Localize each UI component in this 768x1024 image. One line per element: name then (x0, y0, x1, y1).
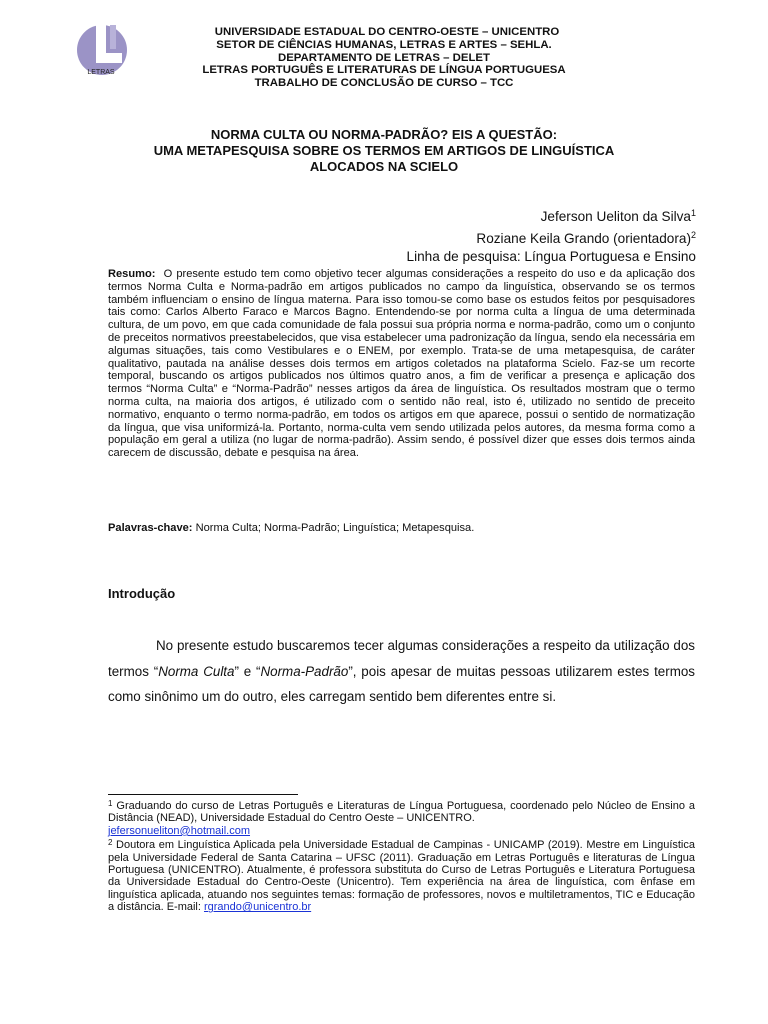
email-link[interactable]: rgrando@unicentro.br (203, 901, 312, 914)
term-italic: Norma-Padrão (260, 663, 349, 679)
footnote-mark: 1 (108, 799, 113, 808)
footnote-ref: 2 (690, 230, 696, 240)
footnote-1 (108, 798, 695, 837)
header-line: UNIVERSIDADE ESTADUAL DO CENTRO-OESTE – UNICENTRO (214, 26, 560, 38)
title-line: UMA METAPESQUISA SOBRE OS TERMOS EM ARTIGOS DE LINGUÍSTICA (153, 143, 615, 158)
abstract-label: Resumo: (108, 268, 156, 280)
title-line: NORMA CULTA OU NORMA-PADRÃO? EIS A QUESTÃO: (210, 127, 558, 142)
body-paragraph (108, 633, 695, 710)
authors-block (407, 204, 696, 266)
header-line: SETOR DE CIÊNCIAS HUMANAS, LETRAS E ARTES – SEHLA. (216, 38, 552, 51)
footnote-ref: 1 (690, 208, 696, 218)
footnotes (108, 798, 695, 914)
footnote-mark: 2 (108, 838, 113, 848)
header-line: TRABALHO DE CONCLUSÃO DE CURSO – TCC (254, 77, 514, 90)
header-line: LETRAS PORTUGUÊS E LITERATURAS DE LÍNGUA PORTUGUESA (202, 64, 566, 77)
logo-text: LETRAS (87, 69, 115, 76)
section-heading: Introdução (108, 586, 176, 601)
paper-title (0, 127, 768, 175)
abstract (108, 268, 695, 460)
keywords-label: Palavras-chave: (108, 522, 193, 534)
footnote-text: Doutora em Linguística Aplicada pela Universidade Estadual de Campinas - UNICAMP (2019). Mestre em Linguística pela Universidade Federal de Santa Catarina – UFSC (2011). Graduação em Letras Português e literaturas de Língua Portuguesa (UNICENTRO). Atualmente, é professora substituta do Curso de Letras Português e Literatura Portuguesa da Universidade Estadual do Centro-Oeste (Unicentro). Tem experiência na área de linguística, com ênfase em linguística aplicada, atuando nos seguintes temas: formação de professores, novos e multiletramentos, TIC e Educação a distância. E-mail: (108, 839, 695, 914)
header-line: DEPARTAMENTO DE LETRAS – DELET (277, 51, 490, 64)
paragraph-text: ” e “ (234, 663, 261, 679)
email-link[interactable]: jefersonueliton@hotmail.com (108, 824, 251, 837)
paragraph-text: ”, pois apesar de muitas pessoas utilizarem estes termos como sinônimo um do outro, eles carregam sentido bem diferentes entre si. (108, 663, 695, 704)
author-name: Jeferson Ueliton da Silva (540, 209, 691, 224)
author-name: Roziane Keila Grando (orientadora) (476, 231, 691, 246)
author-line (407, 204, 696, 226)
author-line (407, 226, 696, 248)
research-line: Linha de pesquisa: Língua Portuguesa e Ensino (406, 249, 696, 264)
institution-header (0, 26, 768, 90)
footnote-text: Graduando do curso de Letras Português e Literaturas de Língua Portuguesa, coordenado pelo Núcleo de Ensino a Distância (NEAD), Universidade Estadual do Centro Oeste – UNICENTRO. (108, 800, 695, 825)
footnote-divider (108, 794, 298, 795)
abstract-text: O presente estudo tem como objetivo tecer algumas considerações a respeito do uso e da aplicação dos termos Norma Culta e Norma-padrão em artigos publicados no campo da linguística, observando se os termos também influenciam o ensino de língua materna. Para isso tomou-se como base os estudos feitos por pesquisadores tais como: Carlos Alberto Faraco e Marcos Bagno. Entendendo-se por norma culta a língua de uma determinada cultura, de um povo, em que cada comunidade de fala possui sua própria norma e norma-padrão, como um o conjunto de preceitos normativos preestabelecidos, que visa estabelecer uma padronização da língua, sendo ela necessária em algumas situações, tais como Vestibulares e o ENEM, por exemplo. Trata-se de uma metapesquisa, de caráter qualitativo, pautada na análise desses dois termos em artigos coletados na plataforma Scielo. Faz-se um recorte temporal, buscando os artigos publicados nos últimos quatro anos, a fim de verificar a presença e aplicação dos termos “Norma Culta” e “Norma-Padrão” nesses artigos da área de linguística. Os resultados mostram que o termo norma culta, na maioria dos artigos, é utilizado com o sentido não real, isto é, utilizado no sentido de preceito normativo, enquanto o termo norma-padrão, em todos os artigos em que aparece, possui o sentido de normatização da língua, que visa uniformizá-la. Portanto, norma-culta vem sendo utilizada pelos autores, da mesma forma como a população em geral a utiliza (no lugar de norma-padrão). Assim sendo, é possível dizer que esses dois termos ainda carecem de discussão, debate e pesquisa na área. (108, 268, 696, 460)
keywords (108, 522, 474, 534)
footnote-2 (108, 837, 695, 913)
term-italic: Norma Culta (158, 663, 235, 679)
keywords-text: Norma Culta; Norma-Padrão; Linguística; Metapesquisa. (195, 522, 475, 534)
paragraph-text: No presente estudo buscaremos tecer algumas considerações a respeito da utilização dos termos “ (108, 638, 695, 679)
title-line: ALOCADOS NA SCIELO (309, 159, 459, 174)
